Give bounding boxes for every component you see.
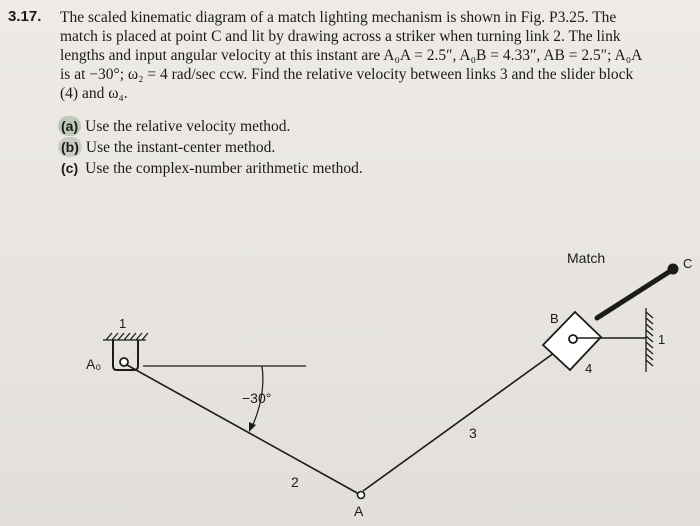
problem-number: 3.17. bbox=[8, 8, 42, 25]
match-label: Match bbox=[567, 250, 606, 266]
ground-left-label: 1 bbox=[119, 316, 127, 331]
point-c-label: C bbox=[683, 256, 693, 271]
part-c-text: Use the complex-number arithmetic method. bbox=[85, 160, 363, 177]
problem-line-1: The scaled kinematic diagram of a match lighting mechanism is shown in Fig. P3.25. The bbox=[60, 9, 617, 26]
point-b-joint bbox=[569, 335, 577, 343]
link-3 bbox=[363, 340, 572, 491]
slider-label: 4 bbox=[585, 361, 593, 376]
link-3-label: 3 bbox=[469, 425, 477, 441]
problem-line-5: (4) and ω₄. bbox=[60, 85, 128, 102]
angle-label: −30° bbox=[242, 390, 272, 406]
point-a-label: A bbox=[354, 503, 364, 519]
point-a-joint bbox=[358, 492, 365, 499]
pivot-label-a0: A₀ bbox=[86, 356, 102, 372]
match-head-c bbox=[668, 264, 679, 275]
ground-right-label: 1 bbox=[658, 332, 666, 347]
link-2-label: 2 bbox=[291, 474, 299, 490]
link-2 bbox=[127, 365, 359, 494]
part-c-label: (c) bbox=[61, 160, 79, 176]
problem-line-3: lengths and input angular velocity at this instant are A₀A = 2.5″, A₀B = 4.33″, AB = 2.5″; A₀A bbox=[60, 47, 643, 64]
ground-hatch-right bbox=[646, 308, 653, 372]
part-a-text: Use the relative velocity method. bbox=[85, 118, 291, 135]
match-stick bbox=[597, 270, 672, 318]
pivot-a0 bbox=[120, 358, 128, 366]
problem-line-2: match is placed at point C and lit by drawing across a striker when turning link 2. The link bbox=[60, 28, 621, 45]
part-b-text: Use the instant-center method. bbox=[85, 139, 276, 156]
point-b-label: B bbox=[550, 311, 559, 326]
angle-arrowhead bbox=[249, 422, 256, 432]
part-b-label: (b) bbox=[58, 137, 82, 157]
problem-line-4: is at −30°; ω₂ = 4 rad/sec ccw. Find the relative velocity between links 3 and the slider block bbox=[60, 66, 634, 83]
ground-hatch-left bbox=[103, 333, 148, 340]
part-a-label: (a) bbox=[58, 116, 81, 136]
